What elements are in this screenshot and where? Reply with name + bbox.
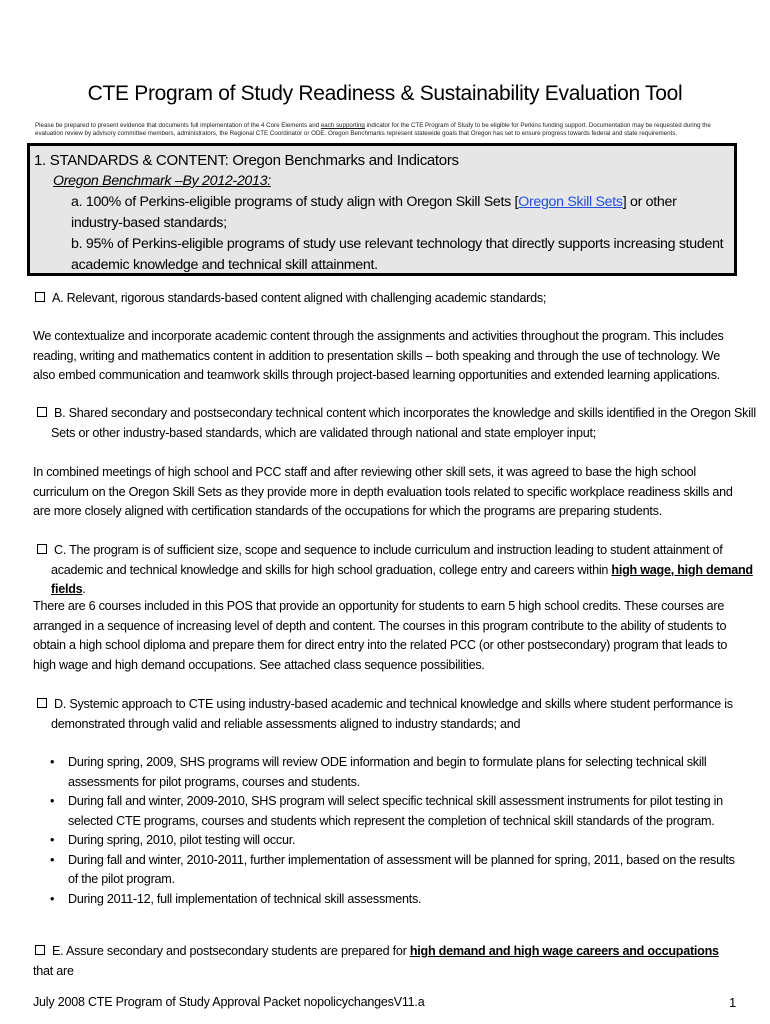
section-1-heading: 1. STANDARDS & CONTENT: Oregon Benchmarks and Indicators xyxy=(34,152,459,169)
indicator-b-response: In combined meetings of high school and PCC staff and after reviewing other skill sets, it was agreed to base the high school curriculum on the Oregon Skill Sets as they provide more in depth evaluation tools related to specific workplace readiness skills and are more closely aligned with certification standards of the occupations for which the programs are preparing students. xyxy=(33,465,733,518)
bullet-icon: • xyxy=(50,794,55,808)
list-item-text: During spring, 2009, SHS programs will review ODE information and begin to formulate plans for selecting technical skill assessments for pilot programs, courses and students. xyxy=(68,755,707,789)
indicator-d xyxy=(33,695,757,734)
checkbox-e[interactable] xyxy=(35,945,45,955)
section-1-benchmark-box xyxy=(27,143,737,276)
indicator-e-label-end: that are xyxy=(33,963,74,978)
item-a-text: a. 100% of Perkins-eligible programs of study align with Oregon Skill Sets [ xyxy=(71,194,519,210)
indicator-c xyxy=(33,541,757,600)
benchmark-item-a xyxy=(34,192,728,234)
checkbox-b[interactable] xyxy=(37,407,47,417)
item-a-text-end: ] or other industry-based standards; xyxy=(71,194,677,231)
checkbox-a[interactable] xyxy=(35,292,45,302)
intro-underlined: each supporting xyxy=(320,122,365,129)
benchmark-item-b: b. 95% of Perkins-eligible programs of study use relevant technology that directly supports increasing student academic knowledge and technical skill attainment. xyxy=(71,236,724,273)
oregon-skill-sets-link[interactable]: Oregon Skill Sets xyxy=(518,194,623,210)
indicator-b-label: B. Shared secondary and postsecondary technical content which incorporates the knowledge and skills identified in the Oregon Skill Sets or other industry-based standards, which are validated through national and state employer input; xyxy=(51,406,756,440)
footer-text: July 2008 CTE Program of Study Approval Packet nopolicychangesV11.a xyxy=(33,995,425,1009)
indicator-c-label: C. The program is of sufficient size, scope and sequence to include curriculum and instruction leading to student attainment of academic and technical knowledge and skills for high school graduation, college entry and careers within xyxy=(51,543,723,577)
benchmark-label: Oregon Benchmark –By 2012-2013: xyxy=(53,173,271,189)
page-title: CTE Program of Study Readiness & Sustainability Evaluation Tool xyxy=(87,82,683,105)
list-item-text: During 2011-12, full implementation of technical skill assessments. xyxy=(68,891,422,906)
checkbox-d[interactable] xyxy=(37,698,47,708)
list-item-text: During fall and winter, 2009-2010, SHS program will select specific technical skill assessment instruments for pilot testing in selected CTE programs, courses and students which represent the completion of technical skill standards of the program. xyxy=(68,794,723,828)
list-item xyxy=(33,792,739,831)
list-item-text: During fall and winter, 2010-2011, further implementation of assessment will be planned for spring, 2011, based on the results of the pilot program. xyxy=(68,852,735,886)
indicator-a-label: A. Relevant, rigorous standards-based content aligned with challenging academic standards; xyxy=(52,291,547,305)
indicator-e-emphasis: high demand and high wage careers and occupations xyxy=(409,944,719,958)
list-item xyxy=(33,890,739,910)
indicator-c-emphasis: high wage, high demand fields xyxy=(51,562,753,596)
bullet-icon: • xyxy=(50,833,55,847)
intro-note xyxy=(35,122,737,138)
indicator-c-response: There are 6 courses included in this POS that provide an opportunity for students to earn 5 high school credits. These courses are arranged in a sequence of increasing level of depth and content. The courses in this program contribute to the ability of students to obtain a high school diploma and prepare them for direct entry into the related PCC (or other postsecondary) program that leads to high wage and high demand occupations. See attached class sequence possibilities. xyxy=(33,599,728,672)
intro-part2: indicator for the CTE Program of Study to be eligible for Perkins funding support. Documentation may be requested during the evaluation review by advisory committee members, administrators, the Regional CTE Coordinator or ODE. Oregon Benchmarks represent statewide goals that Oregon has set to ensure progress towards federal and state requirements. xyxy=(35,122,711,137)
indicator-d-label: D. Systemic approach to CTE using industry-based academic and technical knowledge and skills where student performance is demonstrated through valid and reliable assessments aligned to industry standards; and xyxy=(51,697,733,731)
list-item-text: During spring, 2010, pilot testing will occur. xyxy=(68,833,296,847)
list-item xyxy=(33,851,739,890)
intro-part1: Please be prepared to present evidence that documents full implementation of the 4 Core Elements and xyxy=(35,122,321,129)
indicator-a-response: We contextualize and incorporate academic content through the assignments and activities throughout the program. This includes reading, writing and mathematics content in addition to presentation skills – both speaking and through the use of technology. We also embed communication and teamwork skills through project-based learning opportunities and extended learning applications. xyxy=(33,329,724,382)
indicator-b xyxy=(33,404,757,443)
indicator-a xyxy=(33,289,739,309)
list-item xyxy=(33,753,739,792)
indicator-e xyxy=(33,942,739,981)
indicator-c-label-end: . xyxy=(82,582,86,596)
indicator-d-timeline xyxy=(33,753,739,909)
indicator-e-label: E. Assure secondary and postsecondary students are prepared for xyxy=(52,944,410,958)
page-number: 1 xyxy=(729,995,737,1010)
bullet-icon: • xyxy=(50,891,55,906)
list-item xyxy=(33,831,739,851)
checkbox-c[interactable] xyxy=(37,544,47,554)
bullet-icon: • xyxy=(50,755,55,769)
bullet-icon: • xyxy=(50,852,55,867)
